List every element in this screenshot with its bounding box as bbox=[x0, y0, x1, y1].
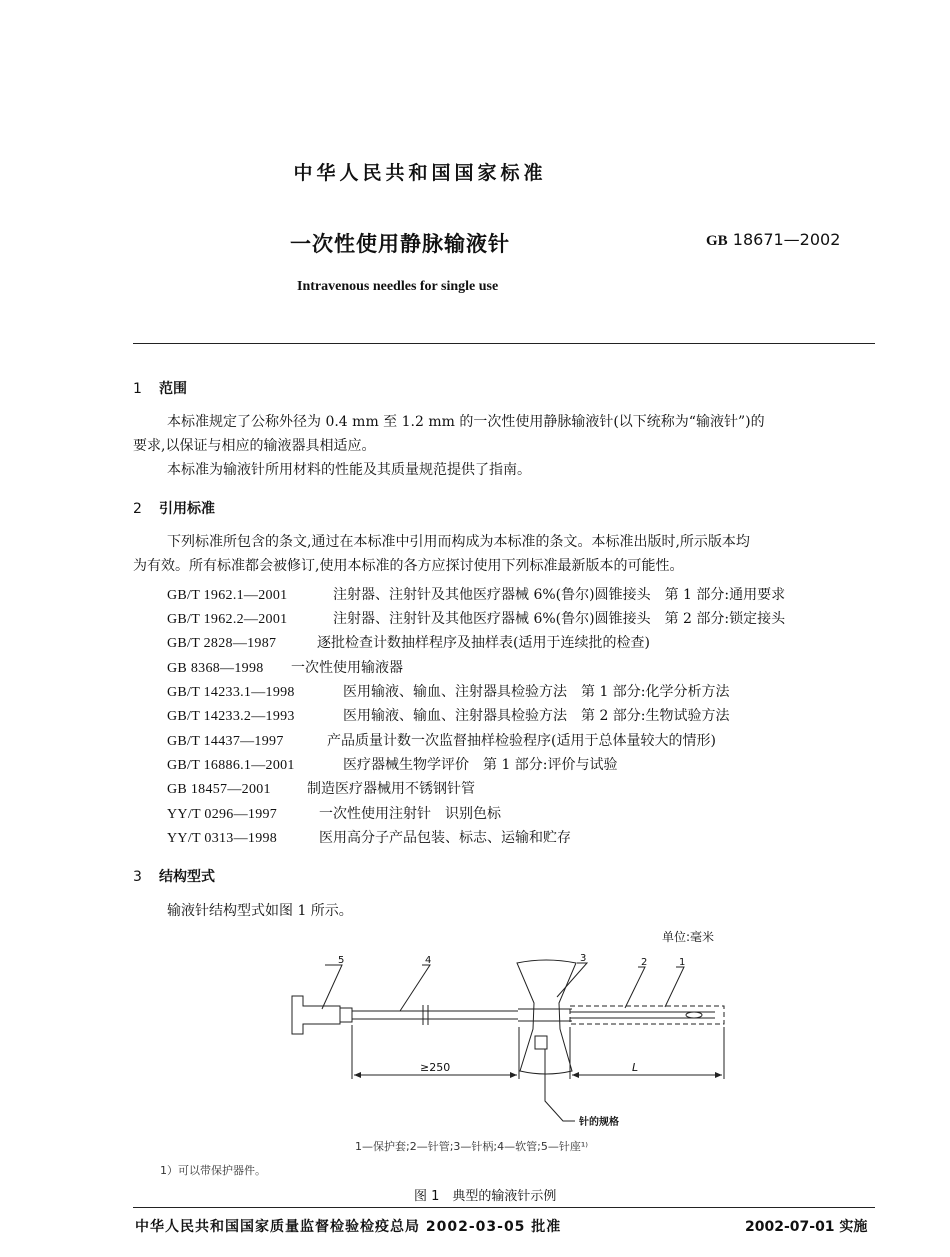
reference-item bbox=[167, 632, 650, 652]
standard-code bbox=[706, 230, 840, 250]
reference-code: YY/T 0313—1998 bbox=[167, 831, 278, 846]
reference-title: 产品质量计数一次监督抽样检验程序(适用于总体量较大的情形) bbox=[327, 733, 716, 749]
section-2-heading bbox=[133, 498, 215, 518]
reference-item bbox=[167, 754, 618, 774]
reference-title: 医用高分子产品包装、标志、运输和贮存 bbox=[319, 830, 571, 846]
reference-code: GB 8368—1998 bbox=[167, 661, 264, 676]
section-2-intro-1: 下列标准所包含的条文,通过在本标准中引用而构成为本标准的条文。本标准出版时,所示版本均 bbox=[167, 534, 750, 550]
hub-collar bbox=[340, 1008, 352, 1022]
part-number-2: 2 bbox=[641, 957, 648, 968]
reference-code: GB/T 1962.2—2001 bbox=[167, 612, 288, 627]
header-rule bbox=[133, 343, 875, 344]
reference-item bbox=[167, 827, 571, 847]
reference-item bbox=[167, 608, 785, 628]
footer-rule bbox=[133, 1207, 875, 1208]
section-2-title: 引用标准 bbox=[159, 501, 215, 517]
section-3-heading bbox=[133, 866, 215, 886]
reference-code: GB/T 14233.2—1993 bbox=[167, 709, 295, 724]
reference-title: 逐批检查计数抽样程序及抽样表(适用于连续批的检查) bbox=[317, 635, 650, 651]
standard-title-en: Intravenous needles for single use bbox=[297, 279, 499, 294]
standard-title-cn: 一次性使用静脉输液针 bbox=[290, 232, 510, 256]
section-1-para-1-cont: 要求,以保证与相应的输液器具相适应。 bbox=[133, 438, 376, 454]
section-3-title: 结构型式 bbox=[159, 869, 215, 885]
footer-implemented: 2002-07-01 实施 bbox=[745, 1219, 868, 1235]
part-number-1: 1 bbox=[679, 957, 686, 968]
part-number-3: 3 bbox=[580, 953, 587, 964]
section-3-text: 输液针结构型式如图 1 所示。 bbox=[167, 903, 353, 919]
needle-diagram bbox=[280, 945, 750, 1135]
needle-hub bbox=[292, 996, 340, 1034]
section-1-title: 范围 bbox=[159, 381, 187, 397]
part-number-4: 4 bbox=[425, 955, 432, 966]
reference-item bbox=[167, 730, 716, 750]
footer-issued: 中华人民共和国国家质量监督检验检疫总局 2002-03-05 批准 bbox=[135, 1219, 562, 1235]
needle-handle-wing bbox=[517, 960, 576, 1074]
reference-item bbox=[167, 778, 475, 798]
section-3-number: 3 bbox=[133, 869, 142, 885]
reference-code: GB/T 1962.1—2001 bbox=[167, 588, 288, 603]
figure-footnote: 1）可以带保护器件。 bbox=[160, 1164, 266, 1177]
reference-title: 一次性使用输液器 bbox=[291, 660, 403, 676]
protective-cap bbox=[570, 1006, 724, 1024]
section-1-para-1: 本标准规定了公称外径为 0.4 mm 至 1.2 mm 的一次性使用静脉输液针(以下统称为“输液针”)的 bbox=[167, 414, 765, 430]
reference-title: 医用输液、输血、注射器具检验方法 第 2 部分:生物试验方法 bbox=[343, 708, 730, 724]
section-2-number: 2 bbox=[133, 501, 142, 517]
reference-title: 制造医疗器械用不锈钢针管 bbox=[307, 781, 475, 797]
reference-title: 医用输液、输血、注射器具检验方法 第 1 部分:化学分析方法 bbox=[343, 684, 730, 700]
section-1-para-2: 本标准为输液针所用材料的性能及其质量规范提供了指南。 bbox=[167, 462, 531, 478]
section-1-heading bbox=[133, 378, 187, 398]
reference-code: GB/T 16886.1—2001 bbox=[167, 758, 295, 773]
standard-code-number: 18671—2002 bbox=[732, 230, 841, 249]
reference-item bbox=[167, 705, 730, 725]
section-1-number: 1 bbox=[133, 381, 142, 397]
standard-code-prefix: GB bbox=[706, 233, 728, 249]
reference-code: GB 18457—2001 bbox=[167, 782, 271, 797]
reference-title: 一次性使用注射针 识别色标 bbox=[319, 806, 501, 822]
org-title: 中华人民共和国国家标准 bbox=[293, 162, 547, 184]
part-number-5: 5 bbox=[338, 955, 345, 966]
figure-caption: 图 1 典型的输液针示例 bbox=[414, 1189, 557, 1204]
figure-unit-label: 单位:毫米 bbox=[662, 930, 715, 944]
reference-title: 注射器、注射针及其他医疗器械 6%(鲁尔)圆锥接头 第 2 部分:锁定接头 bbox=[333, 611, 786, 627]
reference-code: GB/T 2828—1987 bbox=[167, 636, 277, 651]
dimension-min-length: ≥250 bbox=[420, 1061, 451, 1074]
reference-item bbox=[167, 681, 730, 701]
reference-code: YY/T 0296—1997 bbox=[167, 807, 278, 822]
reference-title: 医疗器械生物学评价 第 1 部分:评价与试验 bbox=[343, 757, 618, 773]
section-2-intro-2: 为有效。所有标准都会被修订,使用本标准的各方应探讨使用下列标准最新版本的可能性。 bbox=[133, 558, 684, 574]
dimension-L: L bbox=[632, 1061, 639, 1074]
reference-item bbox=[167, 803, 501, 823]
reference-code: GB/T 14437—1997 bbox=[167, 734, 284, 749]
needle-spec-label: 针的规格 bbox=[579, 1117, 619, 1128]
reference-code: GB/T 14233.1—1998 bbox=[167, 685, 295, 700]
figure-legend: 1—保护套;2—针管;3—针柄;4—软管;5—针座¹⁾ bbox=[355, 1140, 588, 1153]
reference-item bbox=[167, 657, 403, 677]
reference-title: 注射器、注射针及其他医疗器械 6%(鲁尔)圆锥接头 第 1 部分:通用要求 bbox=[333, 587, 786, 603]
reference-item bbox=[167, 584, 785, 604]
